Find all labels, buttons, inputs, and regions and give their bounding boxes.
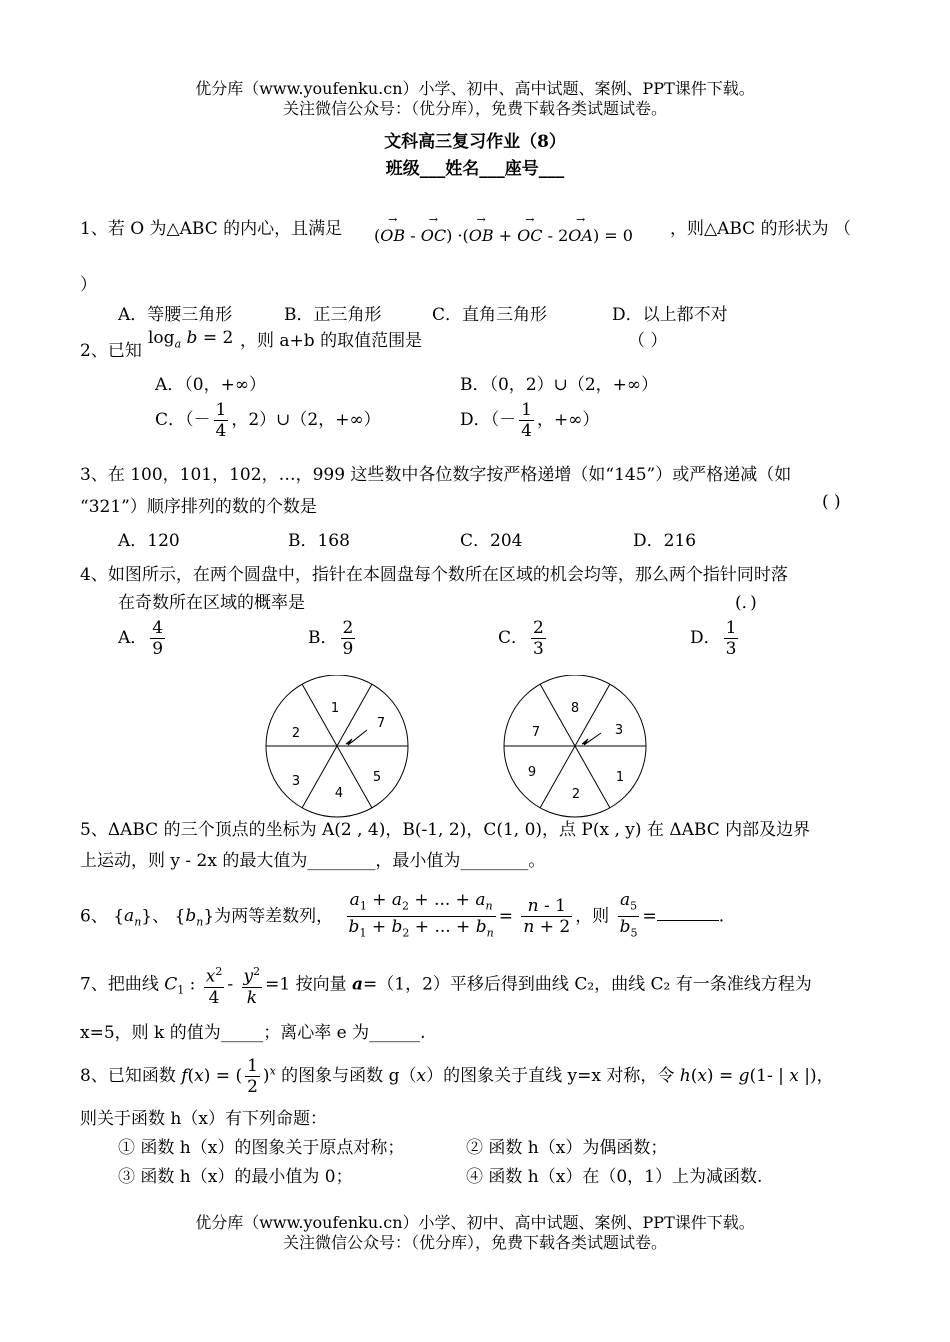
- q2-prefix: 2、已知: [80, 341, 142, 361]
- q3-option-c: C．204: [460, 531, 523, 551]
- q3-option-d: D．216: [633, 531, 697, 551]
- disk2-label: 7: [531, 725, 541, 740]
- q1-prefix: 1、若 O 为△ABC 的内心，且满足: [80, 219, 343, 239]
- q8-item-4: ④ 函数 h（x）在（0，1）上为减函数.: [466, 1167, 763, 1187]
- spinner-figure: [260, 675, 650, 820]
- q8-line-2: 则关于函数 h（x）有下列命题：: [80, 1109, 327, 1129]
- q8-item-2: ② 函数 h（x）为偶函数；: [466, 1138, 668, 1158]
- footer-line-1: 优分库（www.youfenku.cn）小学、初中、高中试题、案例、PPT课件下载。: [195, 1213, 755, 1232]
- q4-option-c: C． $\frac{2}{3}$: [498, 618, 544, 659]
- disk1-label: 4: [334, 786, 344, 801]
- q8-line-1: 8、已知函数 f(x) = ( $\frac{1}{2}$ )$^x$ 的图象与函数 g（x）的图象关于直线 y=x 对称，令 h(x) = g(1- | x |)，: [80, 1056, 834, 1097]
- q2-option-a: A．（0，+∞）: [155, 375, 266, 395]
- page-title: 文科高三复习作业（8）: [384, 132, 566, 152]
- q3-option-b: B．168: [288, 531, 350, 551]
- header-line-1: 优分库（www.youfenku.cn）小学、初中、高中试题、案例、PPT课件下载。: [195, 79, 755, 98]
- q3-line-1: 3、在 100，101，102，…，999 这些数中各位数字按严格递增（如“145”）或严格递减（如: [80, 465, 792, 485]
- disk2-label: 1: [615, 770, 625, 785]
- q4-line-2: 在奇数所在区域的概率是: [118, 593, 305, 613]
- q1-suffix: ，则△ABC 的形状为 （: [670, 219, 851, 239]
- q4-paren: (．): [735, 593, 757, 613]
- q8-item-3: ③ 函数 h（x）的最小值为 0；: [118, 1167, 353, 1187]
- q3-line-2: “321”）顺序排列的数的个数是: [80, 497, 317, 517]
- header-line-2: 关注微信公众号：（优分库），免费下载各类试题试卷。: [282, 99, 667, 118]
- disk1-label: 3: [291, 774, 301, 789]
- q6-text: 6、 $\{a_n\}$、 $\{b_n\}$为两等差数列， $\frac{a_1 + a_2 + ... + a_n}{b_1 + b_2 + ... + b_n}$ = $\frac{n - 1}{n + 2}$ ，则 $\frac{a_5}{b_5}$ = .: [80, 890, 725, 940]
- disk1-label: 7: [376, 716, 386, 731]
- q4-line-1: 4、如图所示，在两个圆盘中，指针在本圆盘每个数所在区域的机会均等，那么两个指针同时落: [80, 565, 788, 585]
- q2-paren: （ ）: [628, 331, 668, 351]
- q5-line-1: 5、ΔABC 的三个顶点的坐标为 A(2 , 4)，B(-1, 2)，C(1, 0)，点 P(x , y) 在 ΔABC 内部及边界: [80, 820, 811, 840]
- q4-option-b: B． $\frac{2}{9}$: [308, 618, 354, 659]
- q8-item-1: ① 函数 h（x）的图象关于原点对称；: [118, 1138, 405, 1158]
- disk2-label: 9: [527, 765, 537, 780]
- disk1-label: 2: [291, 726, 301, 741]
- disk1-label: 1: [330, 701, 340, 716]
- q7-line-1: 7、把曲线 $C_1$ : $\frac{x^2}{4}$ - $\frac{y^2}{k}$ =1 按向量 a=（1，2）平移后得到曲线 C₂，曲线 C₂ 有一条准线方程为: [80, 962, 812, 1008]
- disk2-label: 8: [570, 701, 580, 716]
- q1-paren-close: ）: [80, 275, 97, 295]
- q4-option-a: A． $\frac{4}{9}$: [118, 618, 164, 659]
- q1-option-b: B．正三角形: [284, 305, 382, 325]
- q3-option-a: A．120: [118, 531, 180, 551]
- q2-formula: $\log_a b = 2$: [148, 328, 234, 351]
- q1-option-d: D．以上都不对: [612, 305, 728, 325]
- q1-option-c: C．直角三角形: [432, 305, 548, 325]
- disk2-label: 2: [571, 787, 581, 802]
- page-subtitle: 班级___姓名___座号___: [385, 159, 565, 179]
- q4-option-d: D． $\frac{1}{3}$: [690, 618, 737, 659]
- q1-formula: (→ OB - → OC) ·(→ OB + → OC - 2→ OA) = 0: [374, 226, 633, 245]
- disk2-label: 3: [614, 723, 624, 738]
- q2-option-b: B．（0，2）∪（2，+∞）: [460, 375, 659, 395]
- q2-option-c: C．（－ $\frac{1}{4}$ ，2）∪（2，+∞）: [155, 400, 381, 441]
- q1-option-a: A．等腰三角形: [118, 305, 233, 325]
- footer-line-2: 关注微信公众号：（优分库），免费下载各类试题试卷。: [282, 1233, 667, 1252]
- q3-paren: ( ): [822, 492, 841, 512]
- q2-suffix: ，则 a+b 的取值范围是: [240, 331, 423, 351]
- q2-option-d: D．（－ $\frac{1}{4}$ ，+∞）: [460, 400, 600, 441]
- q5-line-2: 上运动，则 y - 2x 的最大值为________，最小值为________。: [80, 851, 546, 871]
- disk1-label: 5: [372, 770, 382, 785]
- q7-line-2: x=5，则 k 的值为_____；离心率 e 为______.: [80, 1023, 426, 1043]
